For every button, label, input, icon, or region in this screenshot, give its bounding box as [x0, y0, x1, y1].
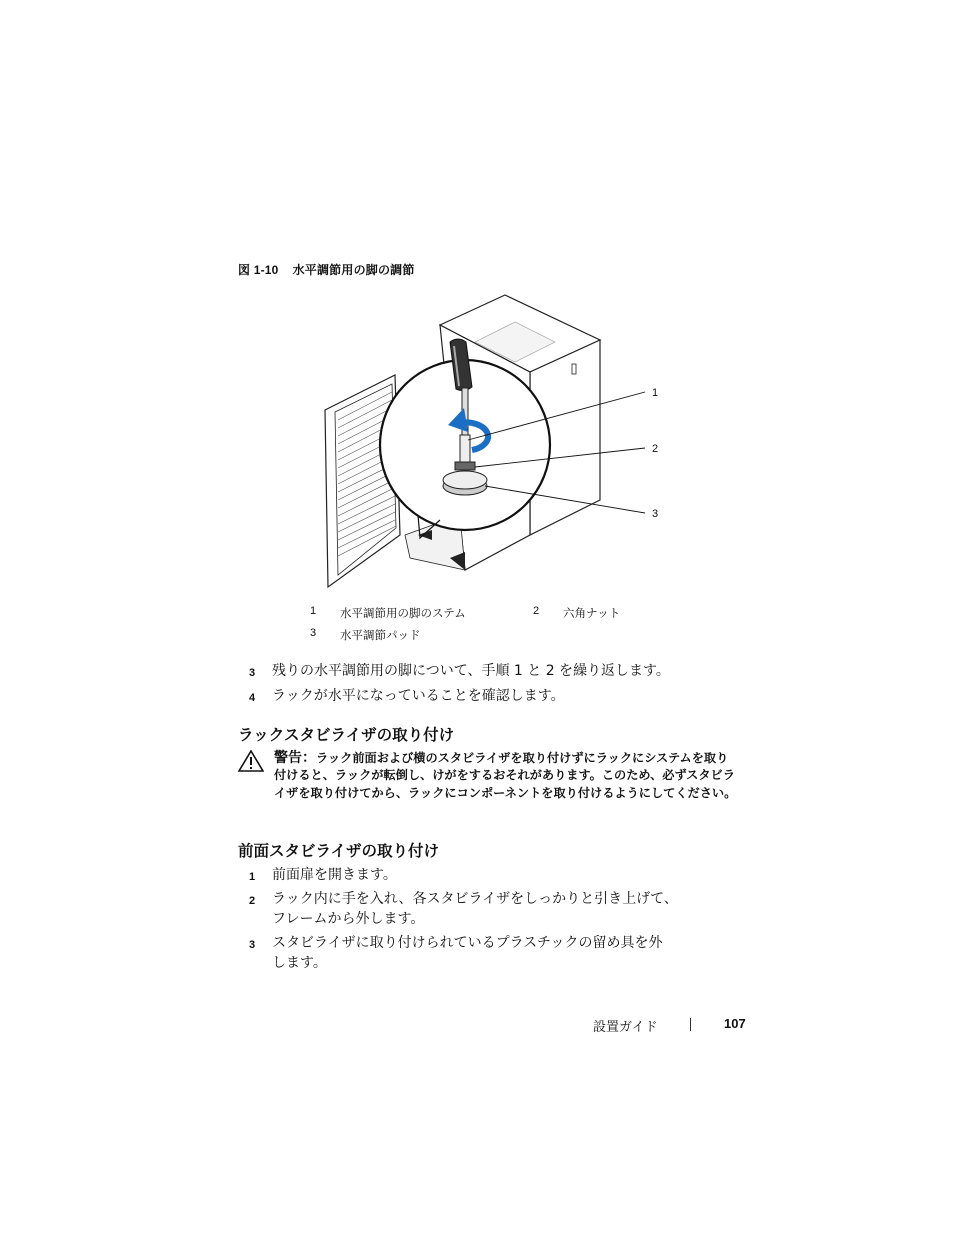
step-number: 4 — [249, 692, 256, 704]
footer-guide-title: 設置ガイド — [593, 1020, 658, 1035]
section-heading: 前面スタビライザの取り付け — [238, 842, 440, 860]
footer-separator — [690, 1018, 691, 1031]
step-text: ラック内に手を入れ、各スタビライザをしっかりと引き上げて、 フレームから外します。 — [272, 891, 678, 927]
warning-icon — [238, 750, 264, 772]
callout-1: 1 — [652, 387, 659, 399]
figure-caption — [238, 261, 415, 278]
legend-num: 1 — [310, 605, 317, 617]
legend-label: 水平調節用の脚のステム — [340, 606, 466, 620]
step-text: 前面扉を開きます。 — [272, 867, 397, 883]
callout-3: 3 — [652, 508, 659, 520]
figure-title: 水平調節用の脚の調節 — [292, 263, 415, 277]
section-heading: ラックスタビライザの取り付け — [238, 726, 455, 744]
legend-label: 六角ナット — [563, 606, 621, 620]
page-number: 107 — [724, 1016, 746, 1031]
legend-num: 3 — [310, 627, 317, 639]
legend-num: 2 — [533, 605, 540, 617]
figure-number: 図 1-10 — [238, 263, 279, 277]
step-text: 残りの水平調節用の脚について、手順 1 と 2 を繰り返します。 — [272, 663, 670, 679]
warning-label: 警告： — [274, 750, 316, 766]
step-number: 3 — [249, 939, 256, 951]
legend-label: 水平調節パッド — [340, 628, 421, 642]
callout-2: 2 — [652, 443, 659, 455]
step-number: 2 — [249, 895, 256, 907]
step-text: ラックが水平になっていることを確認します。 — [272, 688, 565, 704]
step-text: スタビライザに取り付けられているプラスチックの留め具を外 します。 — [272, 935, 663, 971]
leveling-foot-illustration — [300, 290, 680, 590]
warning-text — [274, 750, 740, 802]
step-number: 1 — [249, 871, 256, 883]
step-number: 3 — [249, 667, 256, 679]
warning-body: ラック前面および横のスタビライザを取り付けずにラックにシステムを取り付けると、ラックが転倒し、けがをするおそれがあります。このため、必ずスタビライザを取り付けてから、ラックにコンポーネントを取り付けるようにしてください。 — [274, 751, 737, 800]
